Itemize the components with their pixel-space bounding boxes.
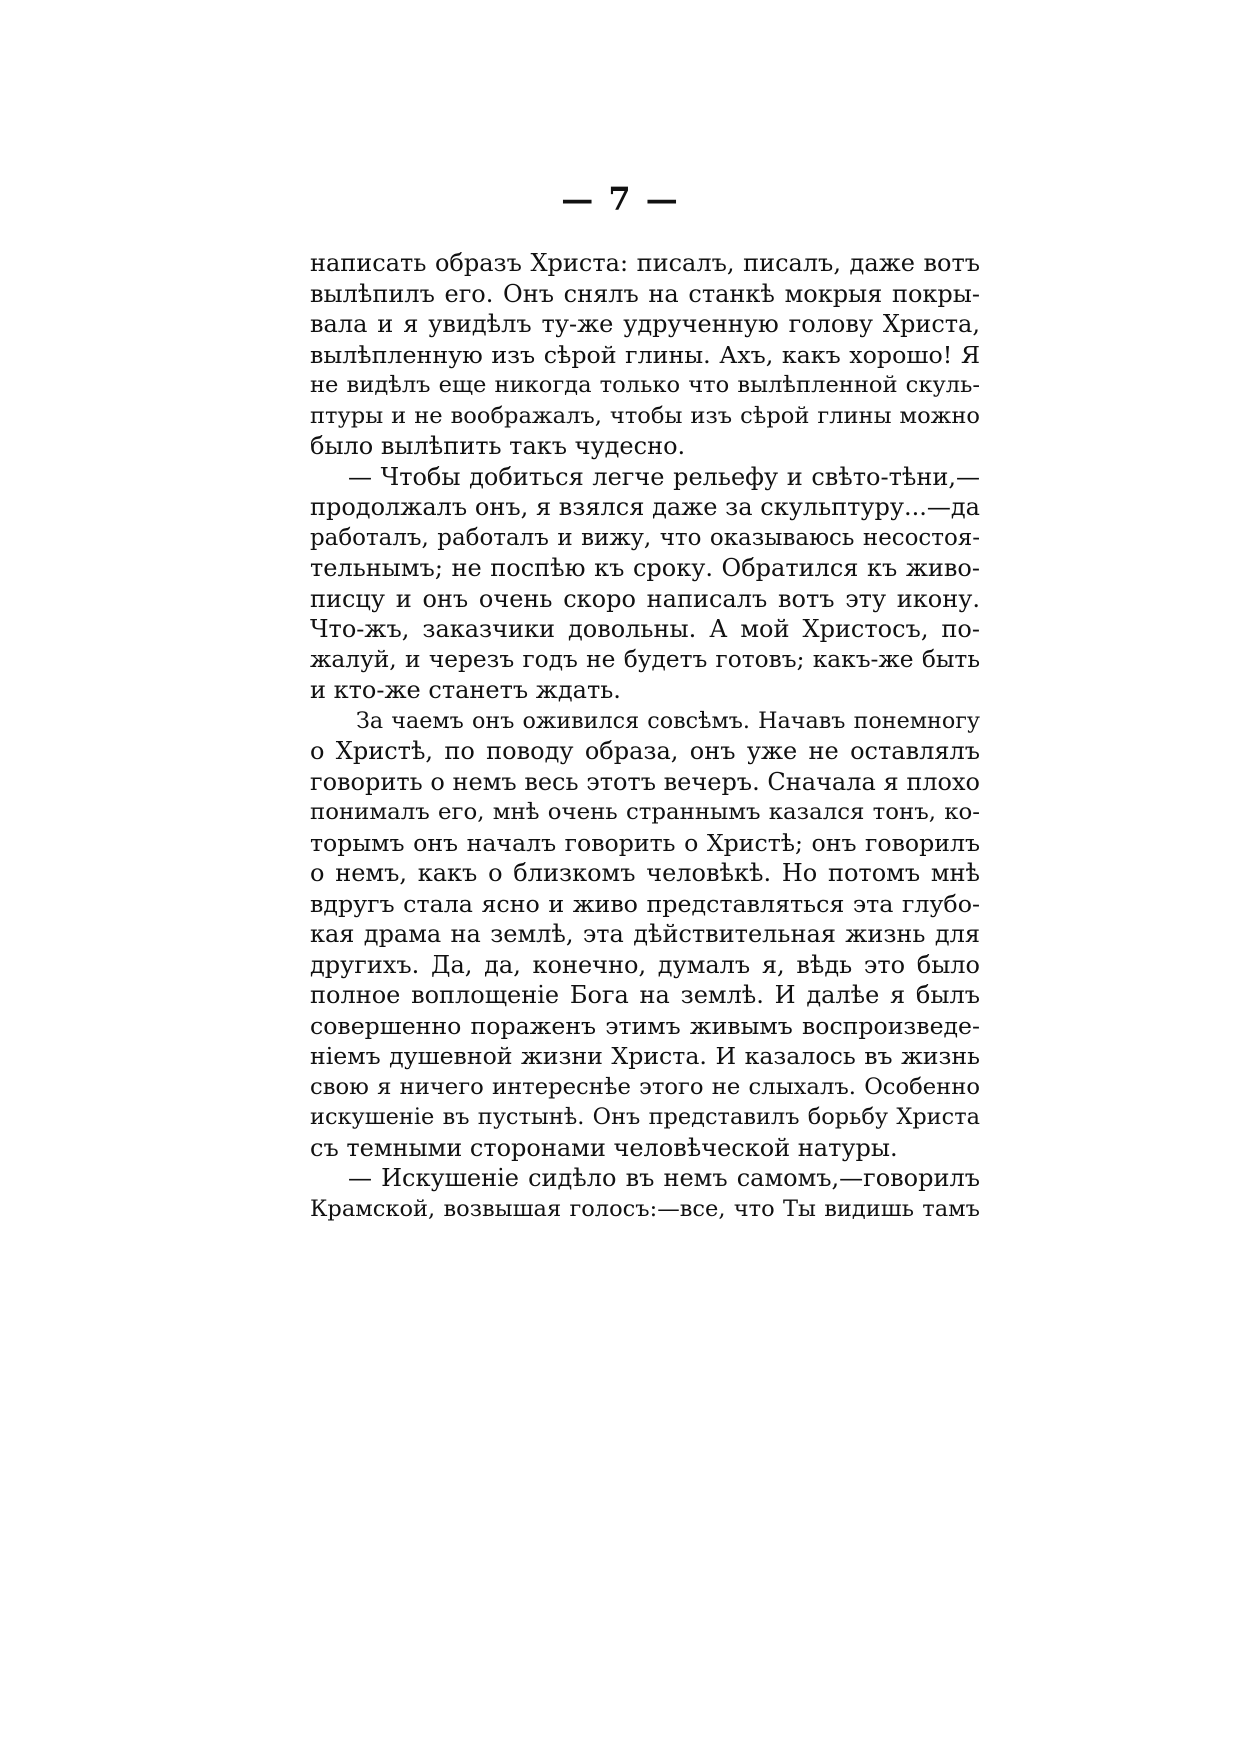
text-line: работалъ, работалъ и вижу, что оказываюсь несостоя- — [310, 524, 980, 551]
page-number: — 7 — — [561, 180, 680, 218]
text-line: — Чтобы добиться легче рельефу и свѣто-тѣни,— — [348, 462, 980, 491]
text-line: и кто-же станетъ ждать. — [310, 676, 621, 704]
text-line: съ темными сторонами человѣческой натуры. — [310, 1133, 898, 1162]
text-line: о Христѣ, по поводу образа, онъ уже не оставлялъ — [310, 737, 980, 765]
text-line: искушенiе въ пустынѣ. Онъ представилъ борьбу Христа — [310, 1104, 980, 1130]
text-line: о немъ, какъ о близкомъ человѣкѣ. Но потомъ мнѣ — [310, 859, 980, 887]
text-line: вылѣпилъ его. Онъ снялъ на станкѣ мокрыя покры- — [310, 279, 980, 308]
text-line: птуры и не воображалъ, чтобы изъ сѣрой глины можно — [310, 402, 980, 429]
text-line: — Искушенiе сидѣло въ немъ самомъ,—говорилъ — [348, 1164, 980, 1192]
text-line: нiемъ душевной жизни Христа. И казалось въ жизнь — [310, 1042, 980, 1070]
text-line: говорить о немъ весь этотъ вечеръ. Сначала я плохо — [310, 767, 980, 796]
text-line: Крамской, возвышая голосъ:—все, что Ты видишь тамъ — [310, 1195, 980, 1222]
text-line: вала и я увидѣлъ ту-же удрученную голову Христа, — [310, 310, 980, 338]
text-line: свою я ничего интереснѣе этого не слыхалъ. Особенно — [310, 1073, 980, 1100]
text-line: вылѣпленную изъ сѣрой глины. Ахъ, какъ хорошо! Я — [310, 340, 980, 369]
text-line: Что-жъ, заказчики довольны. А мой Христосъ, по- — [310, 615, 980, 643]
text-line: торымъ онъ началъ говорить о Христѣ; онъ говорилъ — [310, 828, 980, 857]
text-line: кая драма на землѣ, эта дѣйствительная жизнь для — [310, 920, 980, 948]
text-line: продолжалъ онъ, я взялся даже за скульптуру...—да — [310, 493, 980, 521]
text-line: совершенно пораженъ этимъ живымъ воспроизведе- — [310, 1011, 980, 1040]
text-line: другихъ. Да, да, конечно, думалъ я, вѣдь это было — [310, 950, 980, 979]
text-line: было вылѣпить такъ чудесно. — [310, 432, 686, 460]
text-line: писцу и онъ очень скоро написалъ вотъ эту икону. — [310, 584, 980, 613]
text-line: За чаемъ онъ оживился совсѣмъ. Начавъ понемногу — [356, 707, 980, 734]
text-line: жалуй, и черезъ годъ не будетъ готовъ; какъ-же быть — [310, 645, 980, 673]
text-line: понималъ его, мнѣ очень страннымъ казался тонъ, ко- — [310, 799, 980, 825]
text-line: написать образъ Христа: писалъ, писалъ, даже вотъ — [310, 249, 980, 277]
text-line: вдругъ стала ясно и живо представляться эта глубо- — [310, 889, 980, 918]
text-line: тельнымъ; не поспѣю къ сроку. Обратился къ живо- — [310, 554, 980, 582]
text-line: не видѣлъ еще никогда только что вылѣпленной скуль- — [310, 372, 980, 398]
text-line: полное воплощенiе Бога на землѣ. И далѣе я былъ — [310, 981, 980, 1009]
body-text — [310, 248, 980, 1224]
